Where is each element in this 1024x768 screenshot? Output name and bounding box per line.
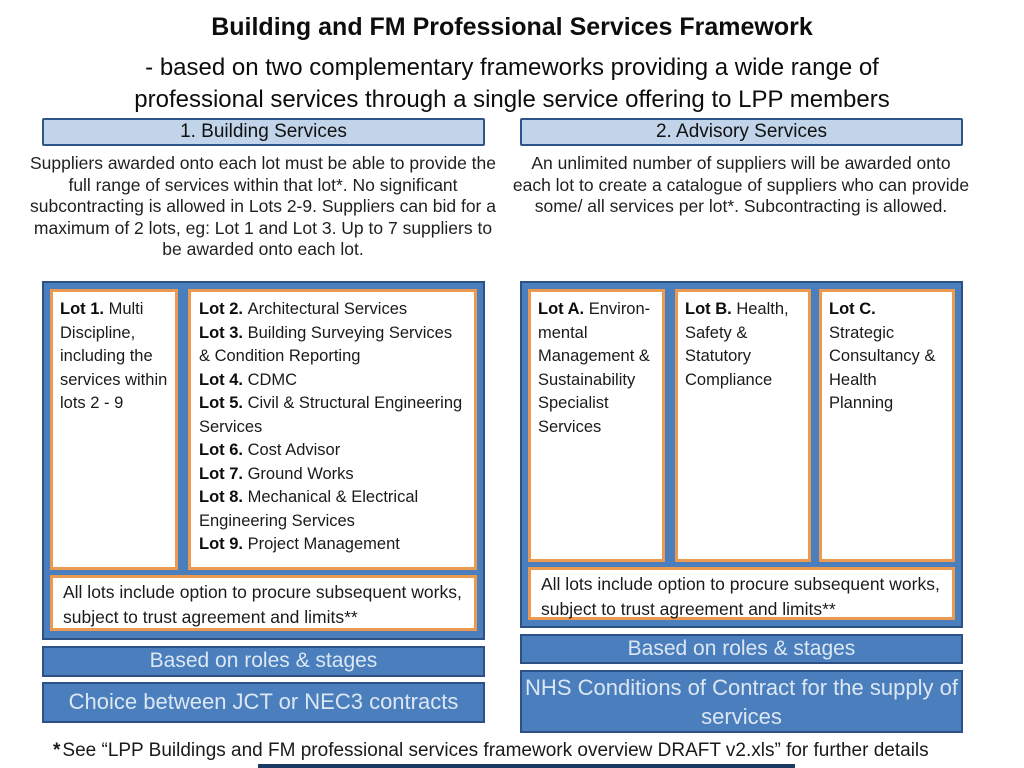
lot-entry [199,463,466,487]
lot-label: Lot B. [685,300,732,318]
lot-entry [199,298,466,322]
lot-text: Environ-mental Management & Sustainability Specialist Services [538,300,651,436]
lot-entry [199,392,466,439]
advisory-lot-a-box [528,289,665,562]
lot-text: Mechanical & Electrical Engineering Services [199,488,419,530]
lot-text: Strategic Consultancy & Health Planning [829,323,936,412]
lot-label: Lot 7. [199,464,243,483]
lot-text: Building Surveying Services & Condition Reporting [199,323,453,365]
building-lots-container [42,281,485,640]
building-roles-stages-bar: Based on roles & stages [42,646,485,677]
lot-entry [199,439,466,463]
building-lot1-box [50,289,178,570]
lot-entry [199,322,466,369]
advisory-nhs-conditions-bar: NHS Conditions of Contract for the supply of services [520,670,963,733]
lot-text: Architectural Services [247,300,408,318]
building-lots2-9-box [188,289,477,570]
lot-label: Lot 1. [60,300,104,318]
lot-label: Lot 6. [199,441,243,459]
lot-label: Lot 5. [199,394,243,412]
advisory-roles-stages-bar: Based on roles & stages [520,634,963,664]
bottom-partial-bar [258,764,795,768]
lot-text: Health, Safety & Statutory Compliance [685,300,789,389]
lot-text: CDMC [247,370,298,389]
advisory-services-header: 2. Advisory Services [520,118,963,146]
lot-label: Lot 9. [199,535,243,553]
lot-label: Lot 2. [199,300,243,318]
lot-entry [199,486,466,533]
footnote-text: See “LPP Buildings and FM professional services framework overview DRAFT v2.xls” for further details [62,740,929,761]
building-intro-text: Suppliers awarded onto each lot must be able to provide the full range of services within that lot*. No significant subcontracting is allowed in Lots 2-9. Suppliers can bid for a maximum of 2 lots, eg: Lot 1 and Lot 3. Up to 7 suppliers to be awarded onto each lot. [30,153,496,259]
advisory-intro-text: An unlimited number of suppliers will be awarded onto each lot to create a catalogue of suppliers who can provide some/ all services per lot*. Subcontracting is allowed. [512,153,970,216]
building-services-header: 1. Building Services [42,118,485,146]
page-subtitle-line1: - based on two complementary frameworks providing a wide range of [145,54,879,81]
lot-label: Lot C. [829,300,876,318]
lot-text: Project Management [247,535,400,553]
lot-text: Cost Advisor [247,441,341,459]
advisory-lot-c-box [819,289,955,562]
footnote-asterisk: * [53,740,61,761]
advisory-lot-b-box [675,289,811,562]
lot-label: Lot 3. [199,323,243,342]
lot-text: Multi Discipline, including the services within lots 2 - 9 [60,300,168,412]
building-all-lots-note: All lots include option to procure subsequent works, subject to trust agreement and limits** [50,575,477,631]
building-contracts-bar: Choice between JCT or NEC3 contracts [42,682,485,723]
lot-text: Civil & Structural Engineering Services [199,394,463,436]
advisory-lots-container [520,281,963,628]
lot-label: Lot A. [538,300,585,318]
page-subtitle-line2: professional services through a single service offering to LPP members [134,86,890,113]
lot-label: Lot 4. [199,370,243,389]
lot-entry [199,369,466,393]
lot-entry [199,533,466,557]
footnote [53,740,1003,762]
advisory-all-lots-note: All lots include option to procure subsequent works, subject to trust agreement and limits** [528,567,955,620]
page-title: Building and FM Professional Services Framework [211,13,813,41]
lot-label: Lot 8. [199,488,243,506]
lot-text: Ground Works [247,464,354,483]
